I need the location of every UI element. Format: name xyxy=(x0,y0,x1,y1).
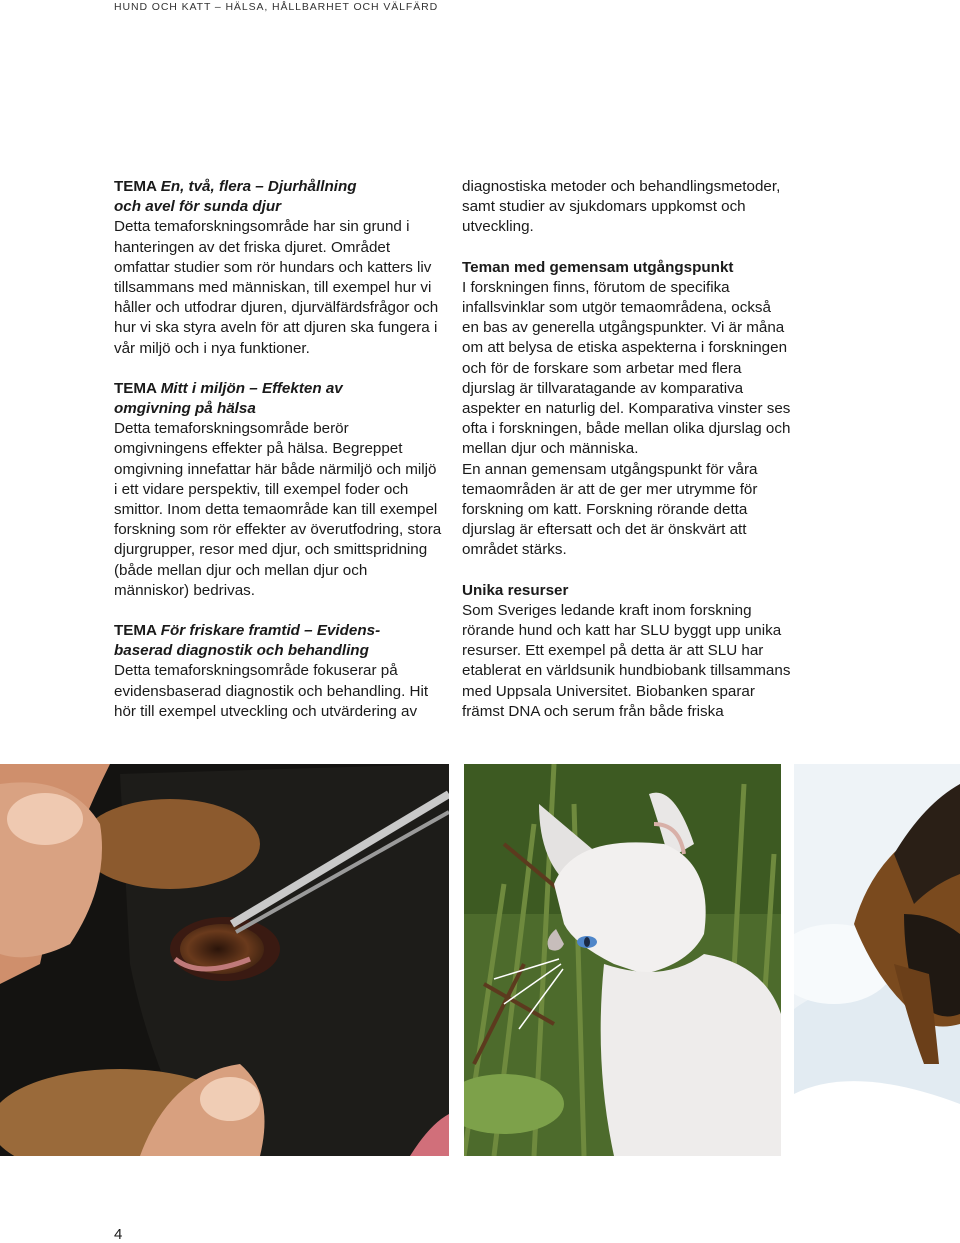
theme-body: Detta temaforskningsområde har sin grund i hanteringen av det friska djuret. Området omfattar studier som rör hundars och katters liv tillsammans med människan, till exempel hur vi håller och utfodrar djuren, djurvälfärdsfrågor och hur vi ska styra aveln för att djuren ska fungera i vår miljö och i nya funktioner. xyxy=(114,218,439,357)
theme-title-line2: och avel för sunda djur xyxy=(114,198,282,216)
continuation-text: diagnostiska metoder och behandlingsmetoder, samt studier av sjukdomars uppkomst och utveckling. xyxy=(462,178,781,236)
theme-body: Detta temaforskningsområde berör omgivningens effekter på hälsa. Begreppet omgivning innefattar här både närmiljö och miljö i ett vidare perspektiv, till exempel foder och smittor. Inom detta temaområde kan till exempel forskning som rör effekter av överutfodring, stora djurgrupper, resor med djur, och smittspridning (både mellan djur och mellan djur och människor) bedrivas. xyxy=(114,420,442,599)
theme-section-1 xyxy=(114,177,444,359)
theme-label: TEMA xyxy=(114,622,157,640)
white-cat-photo xyxy=(464,764,781,1156)
theme-title-line1: För friskare framtid – Evidens- xyxy=(160,622,381,640)
theme-section-2 xyxy=(114,379,444,601)
dog-eye-exam-photo xyxy=(0,764,449,1156)
page-number: 4 xyxy=(114,1226,123,1243)
theme-heading xyxy=(114,621,444,661)
right-column xyxy=(462,177,792,742)
common-basis-section xyxy=(462,258,792,561)
theme-section-3 xyxy=(114,621,444,722)
section-heading: Unika resurser xyxy=(462,581,569,599)
section-heading: Teman med gemensam utgångspunkt xyxy=(462,258,734,276)
theme-heading xyxy=(114,177,444,217)
dog-in-snow-photo xyxy=(794,764,960,1156)
section-paragraph: En annan gemensam utgångspunkt för våra temaområden är att de ger mer utrymme för forskning om katt. Forskning rörande detta djurslag är eftersatt och det är önskvärt att området stärks. xyxy=(462,460,758,559)
theme-title-line2: baserad diagnostik och behandling xyxy=(114,642,369,660)
section-paragraph: Som Sveriges ledande kraft inom forskning rörande hund och katt har SLU byggt upp unika resurser. Ett exempel på detta är att SLU har etablerat en världsunik hundbiobank tillsammans med Uppsala Universitet. Biobanken sparar främst DNA och serum från både friska xyxy=(462,601,791,720)
theme-label: TEMA xyxy=(114,178,157,195)
left-column xyxy=(114,177,444,742)
theme-title-line2: omgivning på hälsa xyxy=(114,400,256,418)
theme-title-line1: Mitt i miljön – Effekten av xyxy=(160,379,343,397)
unique-resources-section xyxy=(462,581,792,722)
theme-heading xyxy=(114,379,444,419)
theme-title-line1: En, två, flera – Djurhållning xyxy=(160,178,357,195)
theme-body: Detta temaforskningsområde fokuserar på evidensbaserad diagnostik och behandling. Hit hör till exempel utveckling och utvärdering av xyxy=(114,662,429,720)
continuation-section xyxy=(462,177,792,238)
theme-label: TEMA xyxy=(114,379,157,397)
section-paragraph: I forskningen finns, förutom de specifika infallsvinklar som utgör temaområdena, också en bas av generella utgångspunkter. Vi är måna om att belysa de etiska aspekterna i forskningen och för de forskare som arbetar med flera djurslag är tillvaratagande av komparativa aspekter en naturlig del. Komparativa vinster ses ofta i forskningen, både mellan olika djurslag och mellan djur och människa. xyxy=(462,278,791,458)
running-head: HUND OCH KATT – HÄLSA, HÅLLBARHET OCH VÄLFÄRD xyxy=(114,1,439,13)
